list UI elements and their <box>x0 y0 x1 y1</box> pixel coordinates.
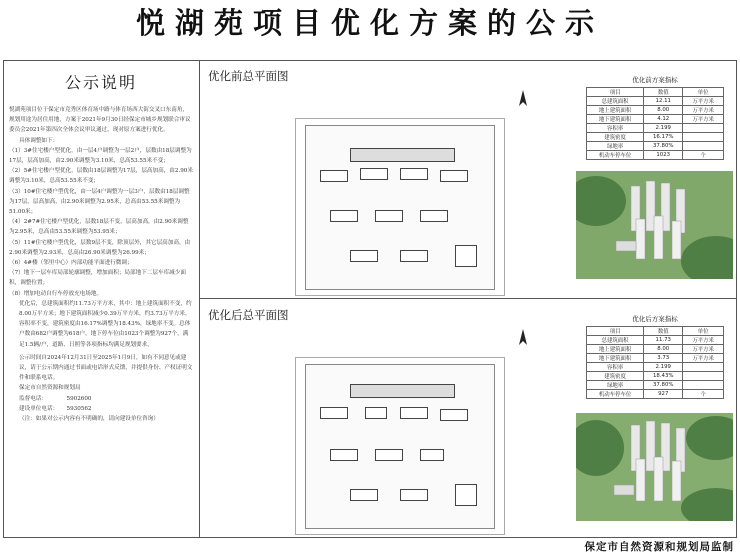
building-block <box>320 407 348 419</box>
building-block <box>365 407 387 419</box>
notice-org: 保定市自然资源和规划局 <box>19 385 81 392</box>
table-row: 地上建筑面积 8.00 万平方米 <box>587 106 724 115</box>
before-site-plan-panel <box>200 60 573 299</box>
after-site-plan-panel <box>200 299 573 538</box>
building-block <box>360 168 388 180</box>
table-row: 机动车停车位 927 个 <box>587 390 724 399</box>
building-block <box>350 489 378 501</box>
table-row: 机动车停车位 1023 个 <box>587 151 724 160</box>
table-header-row: 项目 数值 单位 <box>587 88 724 97</box>
building-block <box>350 148 455 162</box>
notice-panel <box>3 60 200 538</box>
after-indicators-panel <box>573 299 737 538</box>
table-row: 建筑密度 16.17% <box>587 133 724 142</box>
after-indicator-table <box>586 326 724 399</box>
notice-paragraph: （3）10#住宅楼户型优化，由一层4户调整为一层3户，层数由18层调整为17层，层高加高，由2.90米调整为2.95米，总高由53.55米调整为51.00米； <box>9 188 190 216</box>
north-arrow-icon <box>518 329 528 347</box>
before-aerial-rendering <box>576 171 733 279</box>
footer-issuer: 保定市自然资源和规划局监制 <box>584 541 734 553</box>
building-block <box>440 170 468 182</box>
notice-paragraph: 悦湖苑项目位于保定市竞秀区体育场中路与体育场西大街交叉口东南角，规划用途为居住用地，方案于2021年9月30日经保定市城乡规划联合审议委员会2021年第四次全体会议审议通过，现对原方案进行优化。 <box>9 107 191 134</box>
building-block <box>375 449 403 461</box>
after-plan-title: 优化后总平面图 <box>208 308 289 322</box>
before-plan-title: 优化前总平面图 <box>208 69 289 83</box>
table-row: 总建筑面积 12.11 万平方米 <box>587 97 724 106</box>
notice-phone: 建设单位电话： 5930562 <box>19 405 92 412</box>
building-block <box>455 245 477 267</box>
building-block <box>400 489 428 501</box>
building-block <box>455 484 477 506</box>
building-block <box>440 409 468 421</box>
before-table-title: 优化前方案指标 <box>632 76 678 84</box>
building-block <box>400 168 428 180</box>
before-indicators-panel <box>573 60 737 299</box>
table-header-row: 项目 数值 单位 <box>587 327 724 336</box>
building-block <box>400 407 428 419</box>
building-block <box>320 170 348 182</box>
notice-paragraph: 优化后，总建筑面积约11.73万平方米，其中：地上建筑面积不变，约8.00万平方米；地下建筑面积减少0.39万平方米，约3.73万平方米。容积率不变，建筑密度由16.17%调整为18.43%，绿地率不变。总体户数由682户调整为618户，地下停车位由1023个调整为927个，满足1.5辆/户，道路、日照等各项指标均满足规划要求。 <box>19 300 192 348</box>
building-block <box>330 210 358 222</box>
table-row: 绿地率 37.80% <box>587 142 724 151</box>
building-block <box>420 210 448 222</box>
building-block <box>400 250 428 262</box>
table-row: 容积率 2.199 <box>587 363 724 372</box>
building-block <box>350 384 455 398</box>
notice-paragraph: （2）5#住宅楼户型优化，层数由18层调整为17层，层高加高，由2.90米调整为3.10米，总高53.55米不变； <box>9 168 193 185</box>
page-title: 悦湖苑项目优化方案的公示 <box>135 6 604 40</box>
after-aerial-rendering <box>576 413 733 521</box>
notice-phone: 监督电话： 5902600 <box>19 395 92 402</box>
site-road <box>295 118 505 296</box>
table-row: 地上建筑面积 8.00 万平方米 <box>587 345 724 354</box>
notice-heading: 公示说明 <box>64 73 137 92</box>
building-block <box>330 449 358 461</box>
notice-paragraph: 公示时间自2024年12月31日至2025年1月9日，如有不同意见或建议，请于公示期内通过书面或电话形式反馈，并提供身份、产权证明文件和联系电话。 <box>19 354 193 382</box>
building-block <box>375 210 403 222</box>
table-row: 建筑密度 18.43% <box>587 372 724 381</box>
notice-paragraph: （8）增加电动自行车停放充电场地。 <box>9 290 103 297</box>
table-row: 绿地率 37.80% <box>587 381 724 390</box>
table-row: 地下建筑面积 3.73 万平方米 <box>587 354 724 363</box>
notice-paragraph: （5）11#住宅楼户型优化，层数9层不变，除顶层外，其它层高加高，由2.90米调整为2.93米，总高由26.90米调整为26.99米； <box>9 239 191 256</box>
notice-paragraph: （1）3#住宅楼户型优化，由一层4户调整为一层2户，层数由18层调整为17层，层高加高，由2.90米调整为3.10米，总高53.55米不变； <box>9 147 192 165</box>
table-row: 总建筑面积 11.73 万平方米 <box>587 336 724 345</box>
notice-note: （注：如果对公示内容有不明确的，请向建设单位咨询） <box>19 416 159 423</box>
after-table-title: 优化后方案指标 <box>632 315 678 323</box>
notice-paragraph: （7）地下一层车库局部轮廓调整，增加面积；局部地下二层车库减少面积，调整位置； <box>9 270 186 287</box>
north-arrow-icon <box>518 90 528 108</box>
building-block <box>420 449 444 461</box>
notice-paragraph: （4）2#7#住宅楼户型优化，层数18层不变，层高加高，由2.90米调整为2.95米，总高由53.55米调整为53.95米； <box>9 219 189 236</box>
notice-paragraph: 具体调整如下： <box>19 137 59 144</box>
building-block <box>350 250 378 262</box>
table-row: 容积率 2.199 <box>587 124 724 133</box>
table-row: 地下建筑面积 4.12 万平方米 <box>587 115 724 124</box>
before-indicator-table <box>586 87 724 160</box>
notice-paragraph: （6）4#楼（邻里中心）内部功能平面进行微调； <box>9 260 133 267</box>
